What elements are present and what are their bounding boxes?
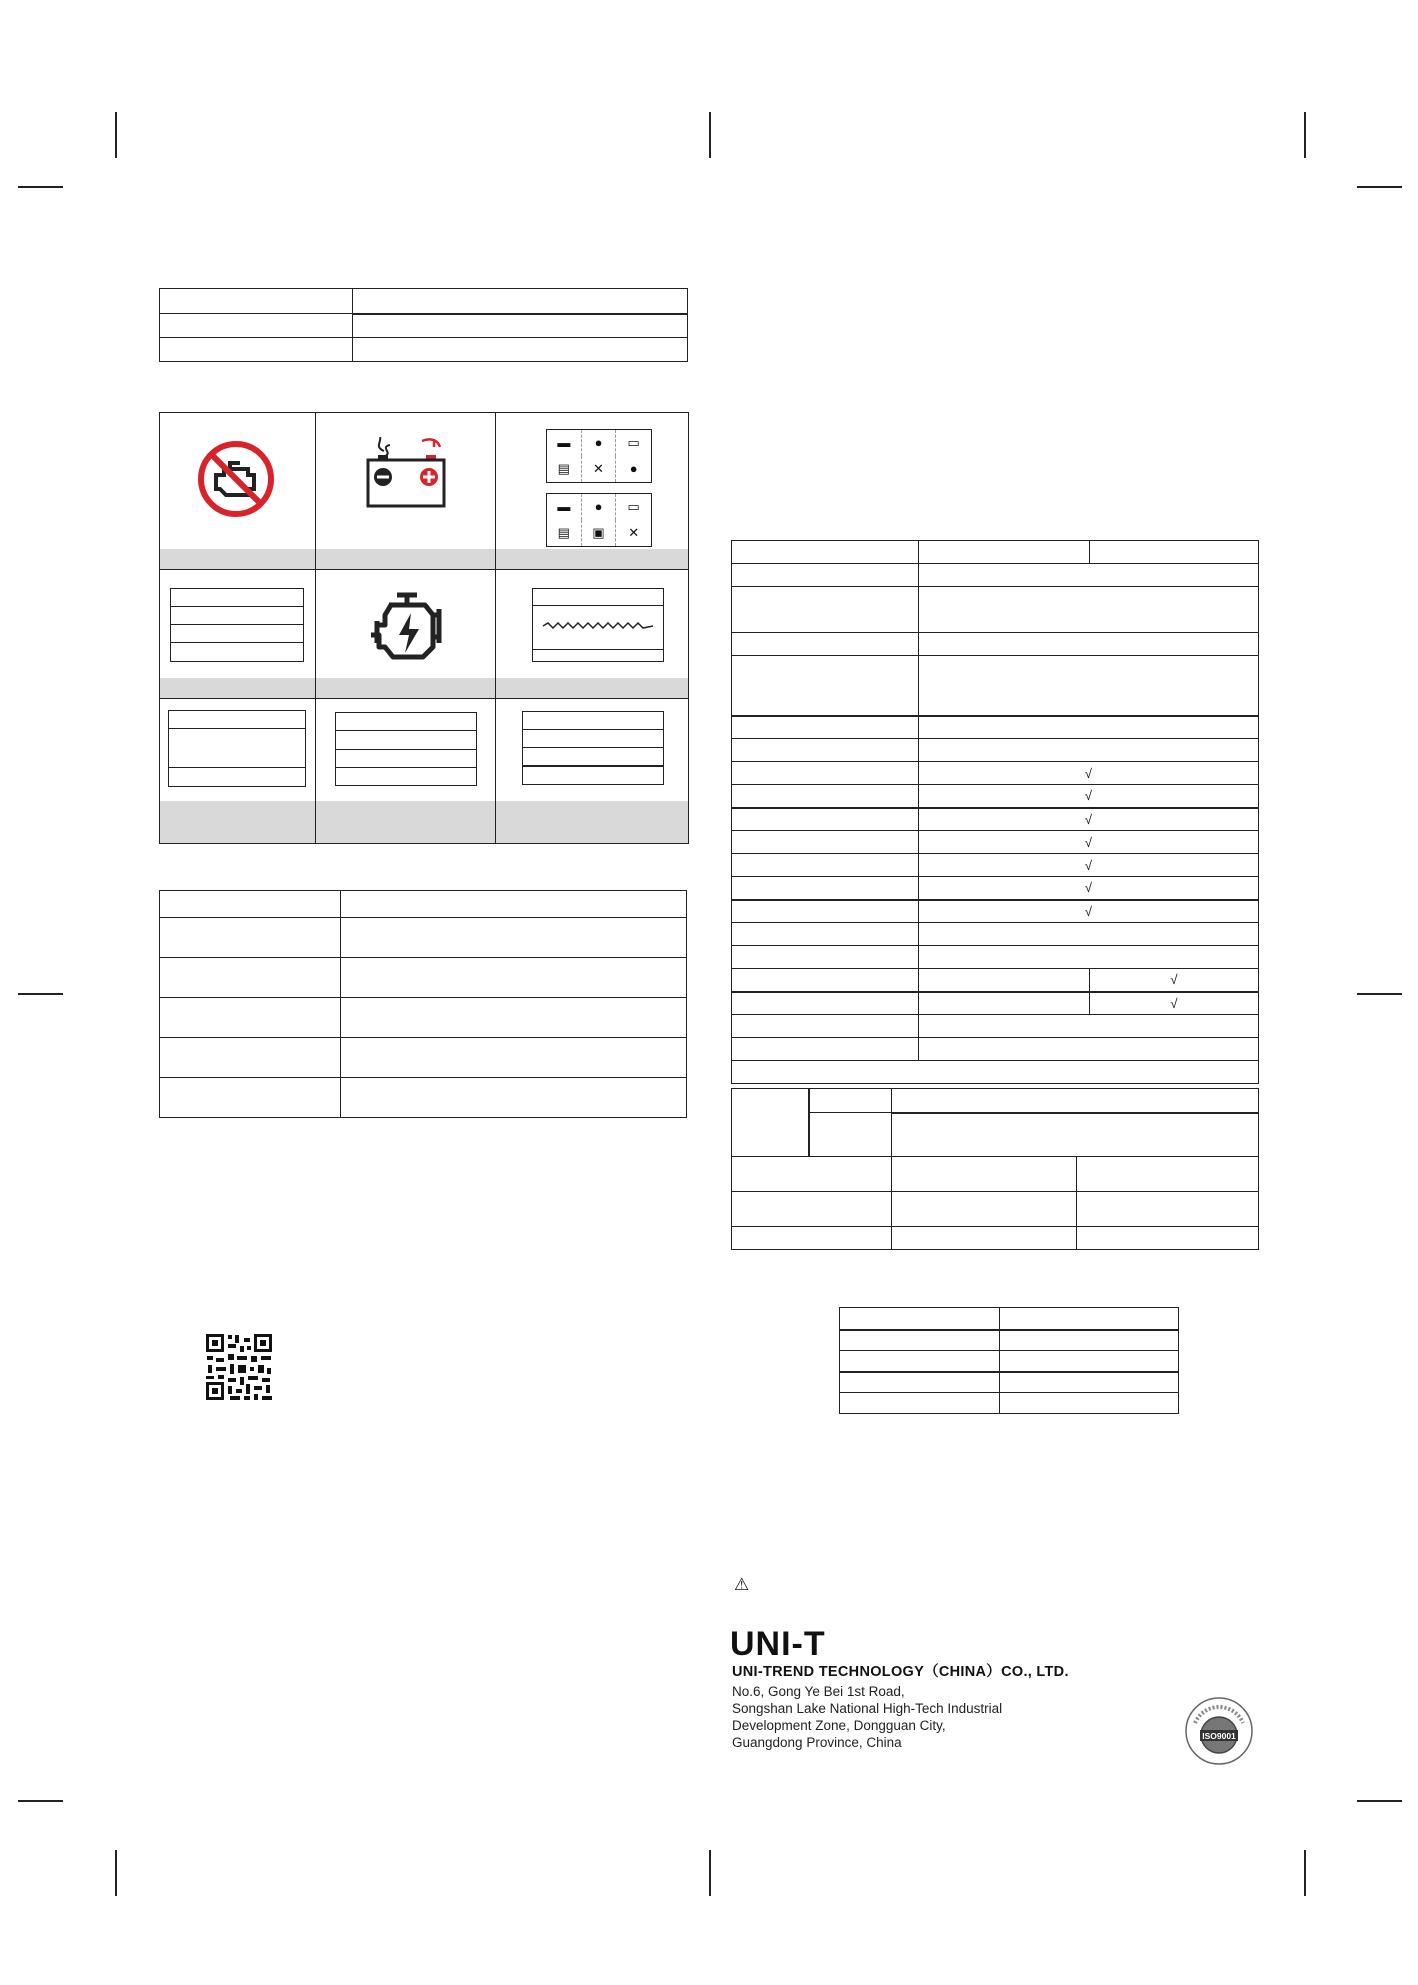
engine-lightning-icon <box>365 591 449 667</box>
spec-table-lower <box>731 1088 1259 1250</box>
top-left-table <box>159 288 688 362</box>
table-cell <box>919 1038 1259 1061</box>
iso-seal-icon <box>1183 1695 1255 1767</box>
table-cell <box>732 854 919 877</box>
table-cell <box>919 716 1259 739</box>
waveform-screen <box>532 588 664 662</box>
menu-icon: ● <box>582 430 617 456</box>
check-cell: √ <box>919 808 1259 831</box>
crop-mark <box>709 112 711 158</box>
table-cell <box>919 969 1090 992</box>
crop-mark <box>1357 993 1402 995</box>
menu-icon: ▤ <box>547 520 582 546</box>
table-cell <box>809 1113 892 1157</box>
table-cell <box>341 1038 687 1078</box>
table-cell <box>840 1351 1000 1372</box>
table-cell <box>160 314 353 338</box>
table-cell <box>732 877 919 900</box>
table-cell <box>840 1330 1000 1351</box>
table-cell <box>919 656 1259 716</box>
check-cell: √ <box>919 762 1259 785</box>
table-cell <box>892 1157 1077 1192</box>
table-cell <box>1000 1393 1179 1414</box>
table-cell <box>919 992 1090 1015</box>
table-cell <box>732 1192 892 1227</box>
display-screen-c <box>522 711 664 785</box>
table-cell <box>919 541 1090 564</box>
check-cell: √ <box>919 854 1259 877</box>
table-cell <box>160 338 353 362</box>
table-cell <box>732 900 919 923</box>
table-cell <box>341 918 687 958</box>
company-address <box>732 1683 1002 1751</box>
table-cell <box>919 587 1259 633</box>
table-cell <box>160 1078 341 1118</box>
table-cell <box>840 1308 1000 1330</box>
table-cell <box>1077 1157 1259 1192</box>
table-cell <box>1000 1330 1179 1351</box>
table-cell <box>732 739 919 762</box>
table-cell <box>341 891 687 918</box>
table-cell <box>1077 1227 1259 1250</box>
crop-mark <box>18 186 63 188</box>
crop-mark <box>1357 186 1402 188</box>
battery-icon <box>364 437 450 511</box>
table-cell <box>732 564 919 587</box>
seal-label: ISO9001 <box>1202 1731 1236 1741</box>
table-cell <box>341 958 687 998</box>
table-cell <box>732 808 919 831</box>
address-line: Guangdong Province, China <box>732 1735 902 1750</box>
menu-icon: ● <box>582 494 617 520</box>
table-cell <box>160 1038 341 1078</box>
left-table <box>159 890 687 1118</box>
address-line: Songshan Lake National High-Tech Industrial <box>732 1701 1003 1716</box>
table-cell <box>732 1089 809 1157</box>
waveform-graph <box>533 606 663 644</box>
check-cell: √ <box>1090 969 1259 992</box>
table-cell <box>1090 541 1259 564</box>
menu-icon: ▬ <box>547 430 582 456</box>
menu-screen-2 <box>546 493 652 547</box>
table-cell <box>732 1227 892 1250</box>
table-cell <box>732 969 919 992</box>
table-cell <box>732 762 919 785</box>
table-cell <box>892 1227 1077 1250</box>
table-cell <box>732 1157 892 1192</box>
table-cell <box>732 831 919 854</box>
menu-icon: ✕ <box>628 525 640 540</box>
menu-icon: ▭ <box>627 435 640 450</box>
table-cell <box>341 998 687 1038</box>
table-cell <box>353 289 688 314</box>
table-cell <box>160 289 353 314</box>
table-cell <box>732 1015 919 1038</box>
menu-icon: ▬ <box>547 494 582 520</box>
address-line: No.6, Gong Ye Bei 1st Road, <box>732 1684 905 1699</box>
table-cell <box>919 1015 1259 1038</box>
table-cell <box>1077 1192 1259 1227</box>
brand-logo: UNI-T <box>730 1625 826 1663</box>
display-screen-list <box>170 588 304 662</box>
table-cell <box>919 633 1259 656</box>
crop-mark <box>1304 1850 1306 1896</box>
table-cell <box>341 1078 687 1118</box>
crop-mark <box>1357 1800 1402 1802</box>
table-cell <box>160 998 341 1038</box>
table-cell <box>840 1372 1000 1393</box>
table-cell <box>732 716 919 739</box>
table-cell <box>809 1089 892 1113</box>
table-cell <box>732 633 919 656</box>
crop-mark <box>18 1800 63 1802</box>
menu-icon: ▤ <box>547 456 582 482</box>
check-cell: √ <box>919 877 1259 900</box>
table-cell <box>919 564 1259 587</box>
table-cell <box>160 891 341 918</box>
crop-mark <box>115 112 117 158</box>
table-cell <box>919 923 1259 946</box>
table-cell <box>732 923 919 946</box>
crop-mark <box>709 1850 711 1896</box>
table-cell <box>892 1089 1259 1113</box>
illustration-panel <box>159 412 689 844</box>
menu-screen-1 <box>546 429 652 483</box>
table-cell <box>1000 1308 1179 1330</box>
table-cell <box>732 1038 919 1061</box>
table-cell <box>353 338 688 362</box>
table-cell <box>160 958 341 998</box>
table-cell <box>732 946 919 969</box>
table-cell <box>353 314 688 338</box>
table-cell <box>732 992 919 1015</box>
display-screen-a <box>168 710 306 787</box>
qr-code-icon <box>204 1332 274 1402</box>
display-screen-b <box>335 712 477 786</box>
table-cell <box>1000 1372 1179 1393</box>
crop-mark <box>18 993 63 995</box>
address-line: Development Zone, Dongguan City, <box>732 1718 946 1733</box>
engine-prohibited-icon <box>196 439 276 519</box>
table-cell <box>732 587 919 633</box>
table-cell <box>732 785 919 808</box>
table-cell <box>1000 1351 1179 1372</box>
table-cell <box>892 1113 1259 1157</box>
table-cell <box>919 946 1259 969</box>
crop-mark <box>1304 112 1306 158</box>
table-cell <box>892 1192 1077 1227</box>
menu-icon: ▣ <box>582 520 617 546</box>
warning-icon: ⚠ <box>734 1575 750 1594</box>
table-cell <box>732 656 919 716</box>
check-cell: √ <box>919 900 1259 923</box>
menu-icon: ✕ <box>582 456 617 482</box>
company-name: UNI-TREND TECHNOLOGY（CHINA）CO., LTD. <box>732 1664 1069 1680</box>
check-cell: √ <box>919 785 1259 808</box>
check-cell: √ <box>919 831 1259 854</box>
crop-mark <box>115 1850 117 1896</box>
spec-table <box>731 540 1259 1084</box>
table-cell <box>732 1061 1259 1084</box>
menu-icon: ▭ <box>627 499 640 514</box>
table-cell <box>840 1393 1000 1414</box>
table-cell <box>732 541 919 564</box>
table-cell <box>919 739 1259 762</box>
menu-icon: ● <box>629 461 638 476</box>
check-cell: √ <box>1090 992 1259 1015</box>
table-cell <box>160 918 341 958</box>
right-small-table <box>839 1307 1179 1414</box>
